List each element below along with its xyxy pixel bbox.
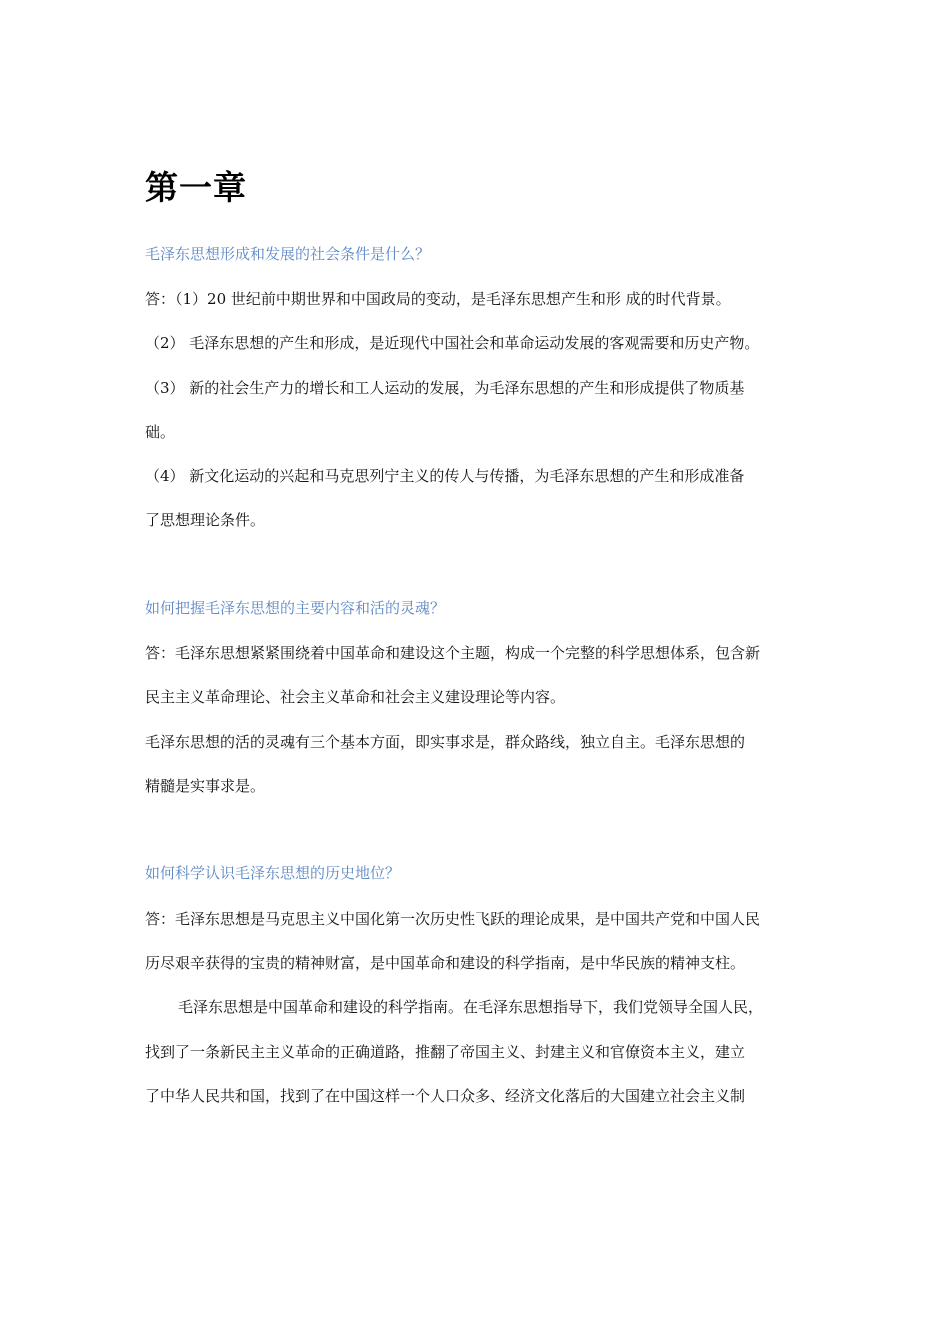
question-heading: 毛泽东思想形成和发展的社会条件是什么？: [145, 245, 431, 263]
question-heading: 如何把握毛泽东思想的主要内容和活的灵魂？: [145, 599, 446, 617]
answer-line: 找到了一条新民主主义革命的正确道路，推翻了帝国主义、封建主义和官僚资本主义，建立: [145, 1043, 746, 1061]
answer-line: 础。: [145, 423, 176, 441]
answer-line: 毛泽东思想的活的灵魂有三个基本方面，即实事求是，群众路线，独立自主。毛泽东思想的: [145, 733, 746, 751]
answer-line: 精髓是实事求是。: [145, 777, 266, 795]
answer-line: 民主主义革命理论、社会主义革命和社会主义建设理论等内容。: [145, 688, 566, 706]
answer-line: 了中华人民共和国，找到了在中国这样一个人口众多、经济文化落后的大国建立社会主义制: [145, 1087, 746, 1105]
answer-line: 答：毛泽东思想紧紧围绕着中国革命和建设这个主题，构成一个完整的科学思想体系，包含新: [145, 644, 761, 662]
chapter-title: 第一章: [145, 168, 247, 207]
answer-line: （3） 新的社会生产力的增长和工人运动的发展，为毛泽东思想的产生和形成提供了物质基: [145, 379, 745, 397]
question-heading: 如何科学认识毛泽东思想的历史地位？: [145, 864, 401, 882]
answer-line: 历尽艰辛获得的宝贵的精神财富，是中国革命和建设的科学指南，是中华民族的精神支柱。: [145, 954, 746, 972]
answer-line: （2） 毛泽东思想的产生和形成，是近现代中国社会和革命运动发展的客观需要和历史产物。: [145, 334, 760, 352]
answer-line: 了思想理论条件。: [145, 511, 266, 529]
answer-line: 答：（1）20 世纪前中期世界和中国政局的变动，是毛泽东思想产生和形 成的时代背景。: [145, 290, 731, 308]
answer-line: 答：毛泽东思想是马克思主义中国化第一次历史性飞跃的理论成果，是中国共产党和中国人民: [145, 910, 761, 928]
answer-line: （4） 新文化运动的兴起和马克思列宁主义的传人与传播，为毛泽东思想的产生和形成准备: [145, 467, 745, 485]
answer-line: 毛泽东思想是中国革命和建设的科学指南。在毛泽东思想指导下，我们党领导全国人民，: [178, 998, 764, 1016]
